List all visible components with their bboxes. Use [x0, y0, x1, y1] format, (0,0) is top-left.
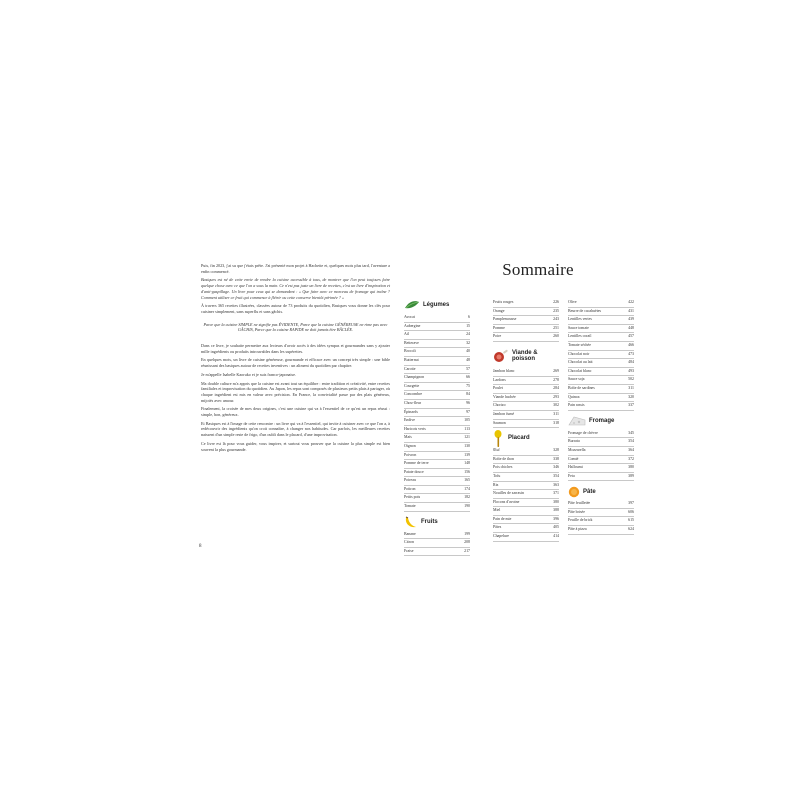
entry-name: Quinoa	[568, 394, 580, 399]
toc-entry[interactable]	[404, 323, 470, 332]
entry-page: 345	[628, 430, 634, 435]
toc-entry[interactable]	[568, 473, 634, 482]
section-title: Placard	[508, 435, 530, 442]
toc-section	[493, 432, 559, 542]
entry-page: 397	[628, 501, 634, 506]
entry-page: 372	[628, 456, 634, 461]
toc-entry[interactable]	[404, 486, 470, 495]
toc-entry[interactable]	[568, 500, 634, 509]
entry-name: Courgette	[404, 383, 420, 388]
toc-entry[interactable]	[404, 434, 470, 443]
entry-name: Beurre de cacahuètes	[568, 308, 602, 313]
toc-entry[interactable]	[493, 411, 559, 420]
entry-page: 484	[628, 360, 634, 365]
toc-entry[interactable]	[404, 426, 470, 435]
entry-page: 431	[628, 308, 634, 313]
toc-entry[interactable]	[404, 531, 470, 540]
entry-page: 457	[628, 334, 634, 339]
entry-page: 396	[553, 516, 559, 521]
entry-name: Olive	[568, 300, 577, 304]
toc-entry[interactable]	[404, 494, 470, 503]
entry-page: 422	[628, 300, 634, 304]
entry-name: Brocoli	[404, 349, 416, 354]
entry-name: Potiron	[404, 486, 416, 491]
entry-name: Chapelure	[493, 534, 509, 539]
toc-section	[404, 299, 470, 512]
intro-paragraph: Ma double culture m'a appris que la cuisine est avant tout un équilibre : entre tradition et créativité, entre recettes familiales et improvisation du quotidien. Au Japon, les repas sont composés de plusieurs petits plats à partager, où chaque ingrédient est mis en valeur avec précision. En France, la convivialité passe par des plats généreux, mijotés avec amour.	[201, 380, 390, 403]
entry-page: 6	[468, 315, 470, 319]
entry-name: Boîte de sardines	[568, 385, 595, 390]
entry-page: 502	[628, 377, 634, 382]
toc-entry[interactable]	[493, 524, 559, 533]
intro-paragraph: Dans ce livre, je souhaite permettre aux lecteurs d'avoir accès à des idées sympas et gourmandes sans y ajouter mille ingrédients ou produits introuvables dans les supérettes.	[201, 343, 390, 354]
entry-page: 113	[464, 426, 470, 431]
entry-page: 105	[464, 418, 470, 423]
section-header	[493, 346, 559, 366]
entry-name: Lardons	[493, 377, 506, 382]
entry-page: 278	[553, 377, 559, 382]
section-header	[493, 432, 559, 445]
toc-entry[interactable]	[568, 359, 634, 368]
entry-name: Tomate	[404, 504, 416, 509]
entry-name: Pois chiches	[493, 465, 513, 470]
entry-page: 380	[628, 465, 634, 470]
toc-entry[interactable]	[568, 517, 634, 526]
entry-page: 337	[628, 403, 634, 408]
entry-name: Lentilles vertes	[568, 317, 592, 322]
entry-name: Pamplemousse	[493, 317, 517, 322]
section-title: Légumes	[423, 302, 450, 309]
entry-page: 75	[466, 383, 470, 388]
entry-page: 388	[553, 508, 559, 513]
entry-name: Feta	[568, 473, 575, 478]
entry-page: 302	[553, 403, 559, 408]
right-page	[400, 0, 800, 800]
entry-page: 182	[464, 495, 470, 500]
entry-page: 32	[466, 340, 470, 345]
entry-page: 466	[628, 342, 634, 347]
entry-name: Chocolat au lait	[568, 360, 593, 365]
entry-name: Chorizo	[493, 403, 506, 408]
entry-page: 318	[553, 420, 559, 425]
toc-entry[interactable]	[568, 333, 634, 342]
toc-entry[interactable]	[568, 299, 634, 308]
entry-page: 615	[628, 518, 634, 523]
entry-page: 439	[628, 317, 634, 322]
toc-entry[interactable]	[568, 456, 634, 465]
entry-name: Œuf	[493, 448, 500, 453]
intro-text	[201, 263, 390, 455]
entry-name: Épinards	[404, 409, 418, 414]
entry-page: 473	[628, 351, 634, 356]
entry-page: 165	[464, 478, 470, 483]
toc-entry[interactable]	[493, 456, 559, 465]
entry-name: Orange	[493, 308, 505, 313]
intro-paragraph: À travers 365 recettes illustrées, classées autour de 73 produits du quotidien, Basiques vous donne les clés pour cuisiner simplement, sans superflu et sans gâchis.	[201, 303, 390, 314]
entry-name: Patate douce	[404, 469, 424, 474]
toc-entry[interactable]	[568, 430, 634, 439]
toc-entry[interactable]	[404, 366, 470, 375]
toc-entry[interactable]	[493, 482, 559, 491]
entry-name: Viande hachée	[493, 394, 516, 399]
section-title: Fromage	[589, 418, 615, 425]
entry-name: Boîte de thon	[493, 456, 514, 461]
entry-name: Feuille de brick	[568, 518, 593, 523]
entry-name: Pâte brisée	[568, 509, 585, 514]
entry-name: Poire	[493, 334, 502, 339]
entry-page: 121	[464, 435, 470, 440]
entry-name: Pain rassis	[568, 403, 585, 408]
toc-entry[interactable]	[404, 548, 470, 557]
section-title: Pâte	[583, 488, 596, 495]
entry-page: 493	[628, 368, 634, 373]
toc-entry[interactable]	[404, 539, 470, 548]
intro-paragraph: Puis, fin 2023, j'ai su que j'étais prête. J'ai présenté mon projet à Hachette et, quelques mois plus tard, l'aventure a enfin commencé.	[201, 263, 390, 274]
toc-entry[interactable]	[404, 383, 470, 392]
entry-name: Poivron	[404, 452, 417, 457]
entry-page: 66	[466, 375, 470, 380]
entry-page: 363	[553, 482, 559, 487]
toc-entry[interactable]	[568, 438, 634, 447]
toc-entry[interactable]	[493, 299, 559, 308]
toc-entry[interactable]	[404, 452, 470, 461]
toc-entry[interactable]	[493, 499, 559, 508]
entry-name: Pâte à pizza	[568, 527, 587, 532]
toc-entry[interactable]	[493, 464, 559, 473]
entry-page: 346	[553, 465, 559, 470]
toc-entry[interactable]	[493, 385, 559, 394]
toc-entry[interactable]	[404, 460, 470, 469]
toc-entry[interactable]	[404, 417, 470, 426]
toc-section	[493, 299, 559, 342]
toc-entry[interactable]	[568, 351, 634, 360]
entry-name: Fromage de chèvre	[568, 430, 598, 435]
toc-entry[interactable]	[404, 348, 470, 357]
toc-section	[404, 516, 470, 557]
toc-entry[interactable]	[493, 377, 559, 386]
toc-entry[interactable]	[493, 316, 559, 325]
entry-page: 130	[464, 443, 470, 448]
entry-name: Riz	[493, 482, 499, 487]
entry-name: Pain de mie	[493, 516, 512, 521]
entry-name: Butternut	[404, 357, 419, 362]
entry-name: Avocat	[404, 315, 415, 319]
section-title: Fruits	[421, 518, 438, 525]
entry-name: Carotte	[404, 366, 416, 371]
entry-page: 226	[553, 300, 559, 304]
entry-name: Tomate séchée	[568, 342, 591, 347]
entry-name: Flocons d'avoine	[493, 499, 520, 504]
entry-name: Pâtes	[493, 525, 502, 530]
toc-entry[interactable]	[493, 394, 559, 403]
entry-page: 97	[466, 409, 470, 414]
toc-entry[interactable]	[404, 469, 470, 478]
entry-page: 24	[466, 332, 470, 337]
entry-page: 243	[553, 317, 559, 322]
entry-page: 199	[464, 531, 470, 536]
entry-page: 338	[553, 456, 559, 461]
toc-entry[interactable]	[404, 477, 470, 486]
entry-page: 389	[628, 473, 634, 478]
entry-page: 260	[553, 334, 559, 339]
toc-entry[interactable]	[404, 357, 470, 366]
page-title: Sommaire	[502, 260, 574, 279]
toc-entry[interactable]	[404, 400, 470, 409]
toc-entry[interactable]	[404, 374, 470, 383]
entry-name: Maïs	[404, 435, 412, 440]
entry-name: Tofu	[493, 473, 501, 478]
toc-column	[493, 299, 559, 546]
entry-name: Champignon	[404, 375, 425, 380]
toc-entry[interactable]	[404, 391, 470, 400]
entry-page: 208	[464, 540, 470, 545]
toc-entry[interactable]	[493, 447, 559, 456]
entry-page: 364	[628, 447, 634, 452]
entry-name: Poulet	[493, 386, 503, 391]
toc-entry[interactable]	[568, 385, 634, 394]
entry-name: Jambon fumé	[493, 411, 515, 416]
toc-entry[interactable]	[493, 308, 559, 317]
toc-entry[interactable]	[568, 376, 634, 385]
entry-name: Citron	[404, 540, 414, 545]
toc-entry[interactable]	[568, 509, 634, 518]
toc-entry[interactable]	[404, 503, 470, 512]
orange-dough-ball-icon	[568, 486, 580, 498]
entry-page: 174	[464, 486, 470, 491]
entry-page: 190	[464, 504, 470, 509]
entry-page: 96	[466, 400, 470, 405]
entry-name: Betterave	[404, 340, 419, 345]
toc-entry[interactable]	[404, 340, 470, 349]
toc-entry[interactable]	[568, 308, 634, 317]
entry-page: 311	[553, 411, 559, 416]
entry-name: Miel	[493, 508, 501, 513]
intro-paragraph: Ce livre est là pour vous guider, vous inspirer, et surtout vous prouver que la cuisine la plus simple est bien souvent la plus gourmande.	[201, 440, 390, 452]
entry-name: Mozzarella	[568, 447, 586, 452]
entry-name: Poireau	[404, 478, 416, 483]
entry-page: 139	[464, 452, 470, 457]
toc-entry[interactable]	[493, 490, 559, 499]
entry-page: 293	[553, 394, 559, 399]
wooden-spoon-icon	[493, 430, 505, 448]
entry-name: Oignon	[404, 443, 416, 448]
entry-name: Sauce soja	[568, 377, 585, 382]
toc-entry[interactable]	[493, 507, 559, 516]
entry-name: Banane	[404, 531, 416, 536]
entry-page: 269	[553, 368, 559, 373]
entry-page: 405	[553, 525, 559, 530]
entry-name: Pâte feuilletée	[568, 501, 591, 506]
section-header	[404, 299, 470, 312]
toc-entry[interactable]	[493, 368, 559, 377]
entry-name: Endive	[404, 418, 416, 423]
toc-entry[interactable]	[404, 314, 470, 323]
entry-page: 48	[466, 357, 470, 362]
intro-paragraph: Basiques est né de cette envie de rendre la cuisine accessible à tous, de montrer que l'on peut toujours faire quelque chose avec ce que l'on a sous la main. Ce n'est pas juste un livre de recettes, c'est un livre d'inspiration et d'anti-gaspillage. Un livre pour ceux qui se demandent : « Que faire avec ce morceau de fromage qui traîne ? Comment utiliser ce fruit qui commence à flétrir ou cette conserve bientôt périmée ? »	[201, 277, 390, 300]
section-header	[568, 415, 634, 428]
intro-paragraph: Finalement, la croisée de mes deux origines, c'est une cuisine qui va à l'essentiel de ce qu'est un repas réussi : simple, bon, généreux.	[201, 406, 390, 418]
entry-page: 15	[466, 323, 470, 328]
toc-entry[interactable]	[493, 533, 559, 542]
toc-entry[interactable]	[568, 325, 634, 334]
toc-entry[interactable]	[493, 516, 559, 525]
section-header	[568, 485, 634, 498]
toc-entry[interactable]	[404, 409, 470, 418]
entry-page: 448	[628, 325, 634, 330]
entry-page: 328	[553, 448, 559, 453]
entry-name: Aubergine	[404, 323, 421, 328]
intro-paragraph: En quelques mots, un livre de cuisine généreuse, gourmande et efficace avec un concept très simple : une bible réunissant des basiques autour de recettes inventives : un aliment du quotidien par chapitre.	[201, 357, 390, 369]
toc-column	[404, 299, 470, 560]
green-pea-pod-icon	[404, 300, 420, 312]
intro-paragraph: Je m'appelle Isabelle Kaoruko et je suis franco-japonaise.	[201, 371, 297, 377]
entry-name: Lentilles corail	[568, 334, 592, 339]
toc-section	[568, 299, 634, 411]
entry-page: 57	[466, 366, 470, 371]
entry-name: Burrata	[568, 439, 580, 444]
toc-entry[interactable]	[404, 331, 470, 340]
entry-name: Pomme	[493, 325, 505, 330]
entry-page: 371	[553, 491, 559, 496]
toc-entry[interactable]	[568, 316, 634, 325]
toc-section	[568, 485, 634, 534]
toc-entry[interactable]	[493, 402, 559, 411]
toc-entry[interactable]	[493, 333, 559, 342]
toc-entry[interactable]	[568, 464, 634, 473]
left-page	[0, 0, 398, 800]
page-number: 8	[199, 544, 202, 549]
entry-name: Fruits rouges	[493, 300, 514, 304]
toc-entry[interactable]	[568, 342, 634, 351]
entry-page: 354	[628, 439, 634, 444]
entry-name: Saumon	[493, 420, 506, 425]
ham-leg-icon	[493, 349, 509, 363]
toc-column	[568, 299, 634, 539]
entry-page: 156	[464, 469, 470, 474]
cheese-wedge-icon	[568, 415, 586, 427]
toc-entry[interactable]	[568, 402, 634, 411]
entry-page: 320	[628, 394, 634, 399]
entry-page: 311	[628, 385, 634, 390]
entry-page: 40	[466, 349, 470, 354]
entry-name: Halloumi	[568, 465, 583, 470]
toc-entry[interactable]	[568, 447, 634, 456]
entry-name: Sauce tomate	[568, 325, 589, 330]
banana-icon	[404, 516, 418, 529]
entry-page: 84	[466, 392, 470, 397]
section-title: Viande & poisson	[512, 349, 538, 362]
entry-page: 380	[553, 499, 559, 504]
toc-entry[interactable]	[568, 368, 634, 377]
entry-name: Ail	[404, 332, 409, 337]
entry-page: 217	[464, 548, 470, 553]
toc-entry[interactable]	[493, 420, 559, 429]
toc-section	[568, 415, 634, 482]
entry-page: 148	[464, 461, 470, 466]
entry-name: Chocolat noir	[568, 351, 590, 356]
entry-name: Chocolat blanc	[568, 368, 592, 373]
toc-entry[interactable]	[404, 443, 470, 452]
entry-name: Fraise	[404, 548, 414, 553]
entry-page: 235	[553, 308, 559, 313]
entry-name: Nouilles de sarrasin	[493, 491, 524, 496]
entry-page: 251	[553, 325, 559, 330]
entry-name: Concombre	[404, 392, 423, 397]
entry-name: Jambon blanc	[493, 368, 515, 373]
toc-section	[493, 346, 559, 428]
entry-page: 624	[628, 527, 634, 532]
entry-name: Chou-fleur	[404, 400, 422, 405]
entry-page: 606	[628, 509, 634, 514]
entry-name: Comté	[568, 456, 579, 461]
toc-entry[interactable]	[493, 473, 559, 482]
entry-name: Pomme de terre	[404, 461, 429, 466]
intro-paragraph: Et Basiques est à l'image de cette rencontre : un livre qui va à l'essentiel, qui invite à cuisiner avec ce que l'on a, à redécouvrir des ingrédients qu'on croit connaître, à changer nos habitudes. Car parfois, les meilleures recettes naissent d'un simple reste de frigo, d'un oubli dans le placard, d'une improvisation.	[201, 420, 390, 438]
section-header	[404, 516, 470, 529]
toc-entry[interactable]	[493, 325, 559, 334]
entry-name: Haricots verts	[404, 426, 426, 431]
toc-entry[interactable]	[568, 394, 634, 403]
entry-page: 354	[553, 473, 559, 478]
entry-name: Petits pois	[404, 495, 421, 500]
entry-page: 414	[553, 534, 559, 539]
intro-quote: Parce que la cuisine SIMPLE ne signifie pas ÉVIDENTE, Parce que la cuisine GÉNÉREUSE ne rime pas avec GÂCHIS, Parce que la cuisine RAPIDE ne doit jamais être BÂCLÉE.	[203, 321, 388, 333]
toc-entry[interactable]	[568, 526, 634, 535]
entry-page: 284	[553, 386, 559, 391]
